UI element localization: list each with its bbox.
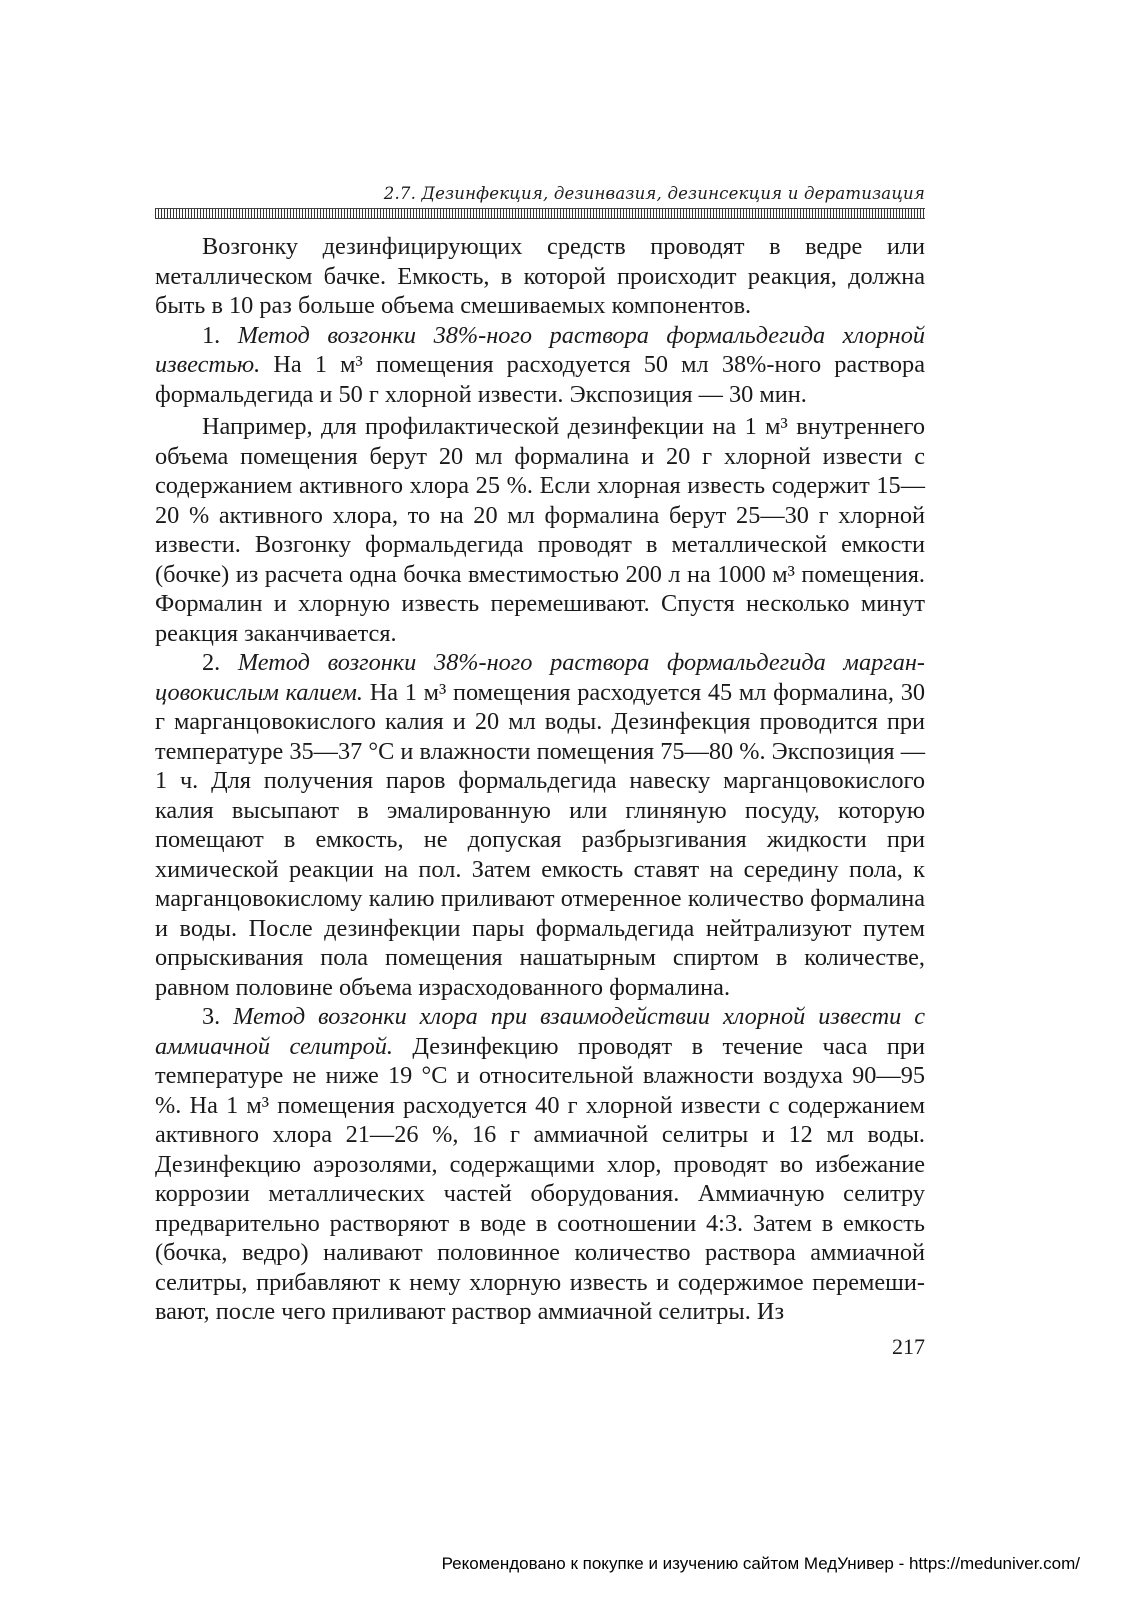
paragraph-example <box>155 412 925 648</box>
running-head: 2.7. Дезинфекция, дезинвазия, дезинсекция и дератизация <box>383 184 925 203</box>
method-number: 2. <box>202 649 238 676</box>
paragraph-text: На 1 м³ помещения расходуется 50 мл 38%-ного раствора формальдегида и 50 г хлорной извести. Экспозиция — 30 мин. <box>155 351 925 408</box>
paragraph-method-3 <box>155 1002 925 1327</box>
method-number: 3. <box>202 1003 234 1030</box>
footer-note: Рекомендовано к покупке и изучению сайтом МедУнивер - https://meduniver.com/ <box>441 1554 1080 1573</box>
method-title: Метод возгонки хлора при взаимодействии хлорной извести с аммиачной селитрой. <box>155 1003 926 1060</box>
paragraph-text: Возгонку дезинфицирующих средств проводят в ведре или металлическом бачке. Емкость, в которой происходит реакция, должна быть в 10 раз больше объема смешиваемых компонентов. <box>155 233 925 319</box>
paragraph-method-2 <box>155 648 925 1002</box>
paragraph-text: На 1 м³ помещения расходуется 45 мл формалина, 30 г марганцовокислого калия и 20 мл воды. Дезинфекция проводится при температуре 35—37 °С и влажности помещения 75—80 %. Экспозиция — 1 ч. Для получения паров формальдегида навеску марганцовокислого калия высыпают в эмалированную или глиняную посуду, которую помещают в емкость, не допуская разбрызгивания жидкости при химической реакции на пол. Затем емкость ставят на середину пола, к марганцовокислому калию приливают отмеренное количество формалина и воды. После дезинфекции пары формальдегида нейтрализуют путем опрыскивания пола помещения нашатырным спиртом в количестве, равном половине объема израсходованного формалина. <box>155 678 925 1001</box>
paragraph-intro <box>155 232 925 321</box>
header-rule <box>155 208 925 219</box>
method-number: 1. <box>202 321 238 349</box>
method-title: Метод возгонки 38%-ного раствора формальдегида хлорной известью. <box>155 321 926 378</box>
paragraph-text: Например, для профилактической дезинфекции на 1 м³ внутреннего объема помещения берут 20 мл формалина и 20 г хлорной извести с содержанием активного хлора 25 %. Если хлорная известь содержит 15—20 % активного хлора, то на 20 мл формалина берут 25—30 г хлорной извести. Возгонку формальдегида проводят в металлической емкости (бочке) из расчета одна бочка вместимостью 200 л на 1000 м³ помещения. Формалин и хлорную известь перемешивают. Спустя несколько минут реакция заканчивается. <box>155 413 925 647</box>
page-number: 217 <box>892 1333 925 1359</box>
paragraph-text: Дезинфекцию проводят в течение часа при температуре не ниже 19 °С и относительной влажности воздуха 90—95 %. На 1 м³ помещения расходуется 40 г хлорной извести с содержанием активного хлора 21—26 %, 16 г аммиачной селитры и 12 мл воды. Дезинфекцию аэрозолями, содержащими хлор, проводят во избежание коррозии металлических частей оборудования. Аммиачную селитру предварительно растворяют в воде в соотношении 4:3. Затем в емкость (бочка, ведро) наливают половинное количество раствора аммиачной селитры, прибавляют к нему хлорную известь и содержимое перемешивают, после чего приливают раствор аммиачной селитры. Из <box>155 1032 925 1325</box>
body-text <box>155 232 925 1327</box>
method-title: Метод возгонки 38%-ного раствора формальдегида марганцовокислым калием. <box>155 649 926 706</box>
paragraph-method-1 <box>155 321 925 410</box>
book-page <box>155 183 925 1361</box>
